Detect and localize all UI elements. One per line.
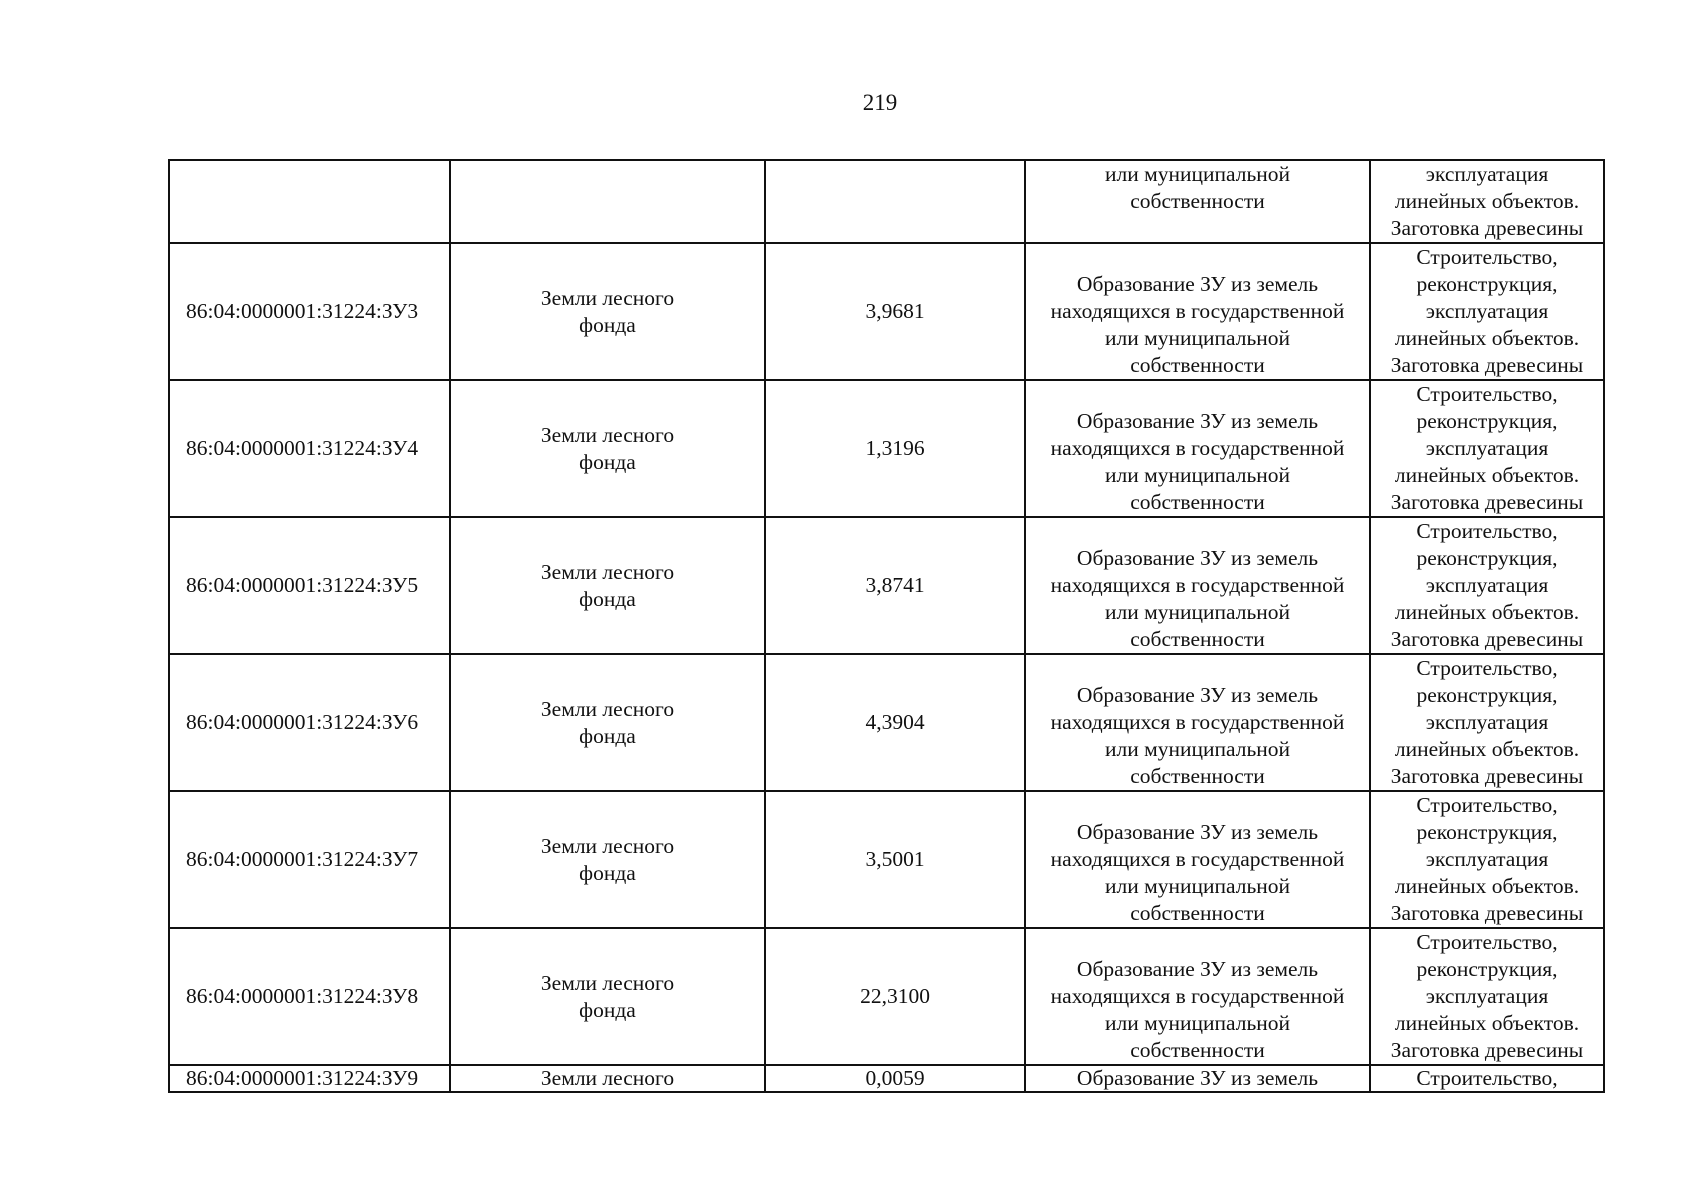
use-line: реконструкция, <box>1416 272 1558 296</box>
use-line: эксплуатация <box>1425 847 1549 871</box>
use-line: Строительство, <box>1416 656 1558 680</box>
use-line: Заготовка древесины <box>1390 216 1584 240</box>
area-cell: 4,3904 <box>765 654 1025 791</box>
area-cell: 22,3100 <box>765 928 1025 1065</box>
category-line: Земли лесного <box>540 559 675 584</box>
cadastral-number-cell: 86:04:0000001:31224:ЗУ7 <box>169 791 450 928</box>
purpose-line: или муниципальной <box>1104 600 1291 624</box>
permitted-use-cell <box>1370 654 1604 791</box>
land-category-cell: Земли лесного <box>450 1065 765 1092</box>
table-row <box>169 1065 1604 1092</box>
category-line: фонда <box>579 723 636 748</box>
use-line: реконструкция, <box>1416 957 1558 981</box>
table-row <box>169 243 1604 380</box>
continuation-purpose-cell <box>1025 160 1370 243</box>
permitted-use-cell <box>1370 243 1604 380</box>
purpose-line: Образование ЗУ из земель <box>1076 409 1319 433</box>
use-line: эксплуатация <box>1425 436 1549 460</box>
purpose-line: собственности <box>1130 627 1265 651</box>
use-line: эксплуатация <box>1425 984 1549 1008</box>
continuation-category-cell <box>450 160 765 243</box>
purpose-line: находящихся в государственной <box>1050 710 1345 734</box>
use-line: линейных объектов. <box>1394 189 1580 213</box>
permitted-use-cell: Строительство, <box>1370 1065 1604 1092</box>
land-plots-rows <box>169 243 1604 1065</box>
use-line: реконструкция, <box>1416 683 1558 707</box>
cadastral-number-cell: 86:04:0000001:31224:ЗУ3 <box>169 243 450 380</box>
use-line: Заготовка древесины <box>1390 490 1584 514</box>
purpose-cell <box>1025 791 1370 928</box>
cadastral-number-cell: 86:04:0000001:31224:ЗУ8 <box>169 928 450 1065</box>
use-line: эксплуатация <box>1425 299 1549 323</box>
purpose-cell <box>1025 928 1370 1065</box>
purpose-cell <box>1025 654 1370 791</box>
purpose-cell <box>1025 243 1370 380</box>
category-line: фонда <box>579 586 636 611</box>
purpose-line: собственности <box>1130 1038 1265 1062</box>
permitted-use-cell <box>1370 791 1604 928</box>
category-line: Земли лесного <box>540 422 675 447</box>
land-category-cell <box>450 243 765 380</box>
category-line: фонда <box>579 860 636 885</box>
permitted-use-cell <box>1370 928 1604 1065</box>
page-number: 219 <box>862 90 898 115</box>
category-line: Земли лесного <box>540 285 675 310</box>
purpose-line: собственности <box>1130 353 1265 377</box>
permitted-use-cell <box>1370 517 1604 654</box>
cadastral-number-cell: 86:04:0000001:31224:ЗУ4 <box>169 380 450 517</box>
use-line: эксплуатация <box>1425 573 1549 597</box>
purpose-cell <box>1025 380 1370 517</box>
use-line: линейных объектов. <box>1394 463 1580 487</box>
purpose-line: или муниципальной <box>1104 326 1291 350</box>
purpose-line: собственности <box>1130 764 1265 788</box>
land-category-cell <box>450 380 765 517</box>
use-line: Заготовка древесины <box>1390 901 1584 925</box>
table-row <box>169 928 1604 1065</box>
purpose-line: или муниципальной <box>1104 1011 1291 1035</box>
use-line: Строительство, <box>1416 245 1558 269</box>
use-line: реконструкция, <box>1416 409 1558 433</box>
category-line: Земли лесного <box>540 970 675 995</box>
table-row <box>169 380 1604 517</box>
category-line: фонда <box>579 449 636 474</box>
purpose-line: или муниципальной <box>1104 874 1291 898</box>
cadastral-number-cell: 86:04:0000001:31224:ЗУ5 <box>169 517 450 654</box>
category-line: Земли лесного <box>540 696 675 721</box>
purpose-line: Образование ЗУ из земель <box>1076 957 1319 981</box>
use-line: линейных объектов. <box>1394 874 1580 898</box>
use-line: эксплуатация <box>1425 162 1549 186</box>
use-line: Строительство, <box>1416 382 1558 406</box>
land-category-cell <box>450 517 765 654</box>
purpose-line: Образование ЗУ из земель <box>1076 820 1319 844</box>
purpose-line: собственности <box>1130 189 1265 213</box>
cadastral-number-cell: 86:04:0000001:31224:ЗУ6 <box>169 654 450 791</box>
use-line: реконструкция, <box>1416 546 1558 570</box>
permitted-use-cell <box>1370 380 1604 517</box>
continuation-cadastral-cell <box>169 160 450 243</box>
area-cell: 1,3196 <box>765 380 1025 517</box>
cadastral-number-cell: 86:04:0000001:31224:ЗУ9 <box>169 1065 450 1092</box>
category-line: фонда <box>579 997 636 1022</box>
purpose-line: находящихся в государственной <box>1050 436 1345 460</box>
use-line: Строительство, <box>1416 793 1558 817</box>
purpose-line: или муниципальной <box>1104 162 1291 186</box>
use-line: Строительство, <box>1416 519 1558 543</box>
category-line: фонда <box>579 312 636 337</box>
use-line: Заготовка древесины <box>1390 627 1584 651</box>
land-plots-tail <box>169 1065 1604 1092</box>
purpose-line: находящихся в государственной <box>1050 984 1345 1008</box>
purpose-line: или муниципальной <box>1104 737 1291 761</box>
use-line: реконструкция, <box>1416 820 1558 844</box>
continuation-row <box>169 160 1604 243</box>
purpose-cell <box>1025 517 1370 654</box>
area-cell: 3,8741 <box>765 517 1025 654</box>
use-line: линейных объектов. <box>1394 326 1580 350</box>
purpose-line: Образование ЗУ из земель <box>1076 546 1319 570</box>
purpose-line: или муниципальной <box>1104 463 1291 487</box>
purpose-line: Образование ЗУ из земель <box>1076 683 1319 707</box>
purpose-line: находящихся в государственной <box>1050 299 1345 323</box>
use-line: линейных объектов. <box>1394 1011 1580 1035</box>
area-cell: 3,9681 <box>765 243 1025 380</box>
area-cell: 0,0059 <box>765 1065 1025 1092</box>
use-line: эксплуатация <box>1425 710 1549 734</box>
use-line: Заготовка древесины <box>1390 1038 1584 1062</box>
continuation-area-cell <box>765 160 1025 243</box>
purpose-line: собственности <box>1130 490 1265 514</box>
purpose-line: находящихся в государственной <box>1050 573 1345 597</box>
continuation-use-cell <box>1370 160 1604 243</box>
land-plots-table <box>168 159 1605 1093</box>
land-category-cell <box>450 791 765 928</box>
use-line: Заготовка древесины <box>1390 764 1584 788</box>
purpose-line: собственности <box>1130 901 1265 925</box>
table-row <box>169 517 1604 654</box>
use-line: Строительство, <box>1416 930 1558 954</box>
table-row <box>169 654 1604 791</box>
purpose-line: Образование ЗУ из земель <box>1076 272 1319 296</box>
purpose-line: находящихся в государственной <box>1050 847 1345 871</box>
purpose-cell: Образование ЗУ из земель <box>1025 1065 1370 1092</box>
category-line: Земли лесного <box>540 833 675 858</box>
use-line: Заготовка древесины <box>1390 353 1584 377</box>
use-line: линейных объектов. <box>1394 737 1580 761</box>
land-category-cell <box>450 928 765 1065</box>
area-cell: 3,5001 <box>765 791 1025 928</box>
table-row <box>169 791 1604 928</box>
land-category-cell <box>450 654 765 791</box>
use-line: линейных объектов. <box>1394 600 1580 624</box>
land-plots-body <box>169 160 1604 243</box>
